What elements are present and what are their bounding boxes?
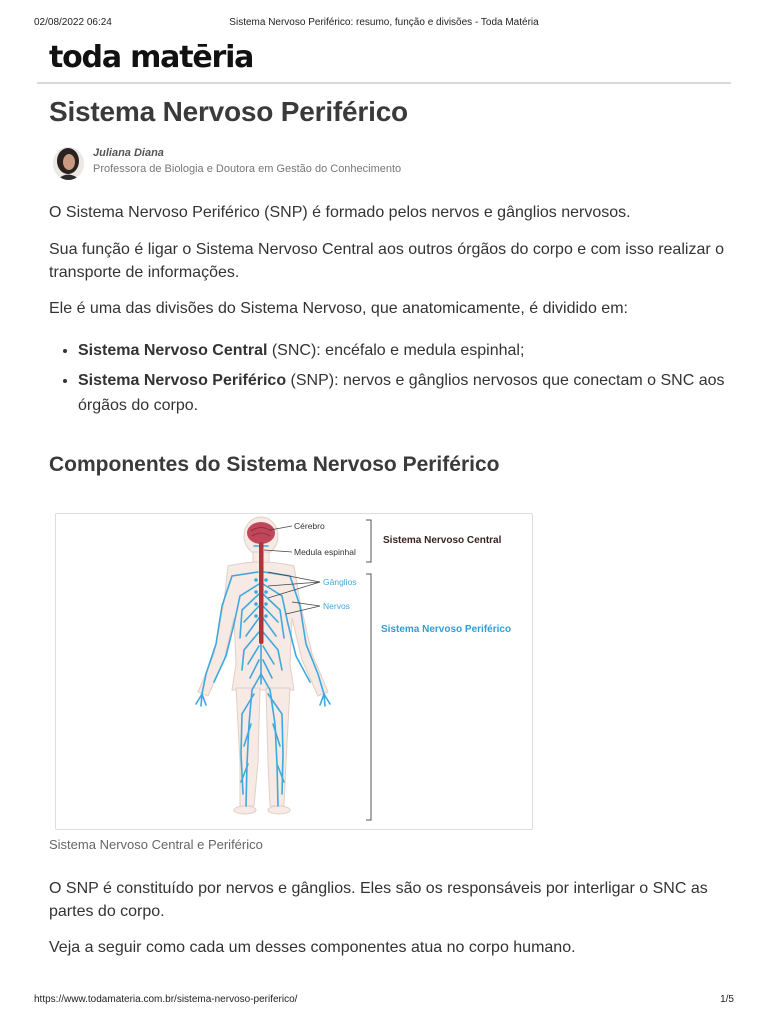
- list-item-text: (SNC): encéfalo e medula espinhal;: [267, 342, 525, 359]
- list-item: [78, 368, 758, 418]
- label-ganglia: Gânglios: [323, 577, 357, 587]
- list-item-term: Sistema Nervoso Central: [78, 342, 268, 359]
- intro-paragraph-2: Sua função é ligar o Sistema Nervoso Central aos outros órgãos do corpo e com isso realizar o transporte de informações.: [49, 241, 725, 281]
- list-item-text: (SNP): nervos e gânglios nervosos que conectam o SNC aos órgãos do corpo.: [78, 372, 725, 414]
- section-title: Componentes do Sistema Nervoso Periférico: [49, 453, 500, 476]
- list-item-term: Sistema Nervoso Periférico: [78, 372, 287, 389]
- author-role: Professora de Biologia e Doutora em Gestão do Conhecimento: [93, 163, 402, 175]
- print-url[interactable]: https://www.todamateria.com.br/sistema-nervoso-periferico/: [34, 994, 298, 1005]
- nervous-system-illustration: [56, 514, 534, 831]
- label-brain: Cérebro: [294, 521, 325, 531]
- body-paragraph-2: Veja a seguir como cada um desses componentes atua no corpo humano.: [49, 939, 576, 956]
- author-name[interactable]: Juliana Diana: [93, 147, 164, 159]
- label-nerves: Nervos: [323, 601, 350, 611]
- site-logo[interactable]: toda matēria: [49, 40, 254, 75]
- page-title: Sistema Nervoso Periférico: [49, 96, 408, 127]
- divisions-list: [49, 338, 758, 423]
- print-header: [34, 17, 734, 31]
- figure-caption: Sistema Nervoso Central e Periférico: [49, 837, 263, 852]
- label-central: Sistema Nervoso Central: [383, 535, 502, 546]
- label-spinal-cord: Medula espinhal: [294, 547, 356, 557]
- header-divider: [37, 82, 731, 84]
- print-footer: [34, 994, 734, 1008]
- intro-paragraph-3: Ele é uma das divisões do Sistema Nervoso, que anatomicamente, é dividido em:: [49, 300, 628, 317]
- body-paragraph-1: O SNP é constituído por nervos e gânglios. Eles são os responsáveis por interligar o SNC as partes do corpo.: [49, 880, 708, 920]
- print-document-title: Sistema Nervoso Periférico: resumo, função e divisões - Toda Matéria: [229, 17, 539, 28]
- page-number: 1/5: [720, 994, 734, 1005]
- print-date: 02/08/2022 06:24: [34, 17, 112, 28]
- intro-paragraph-1: O Sistema Nervoso Periférico (SNP) é formado pelos nervos e gânglios nervosos.: [49, 204, 631, 221]
- classification-brackets: [366, 520, 371, 820]
- author-avatar: [53, 147, 84, 180]
- label-peripheral: Sistema Nervoso Periférico: [381, 624, 512, 635]
- nervous-system-figure[interactable]: [55, 513, 533, 830]
- list-item: [78, 338, 758, 363]
